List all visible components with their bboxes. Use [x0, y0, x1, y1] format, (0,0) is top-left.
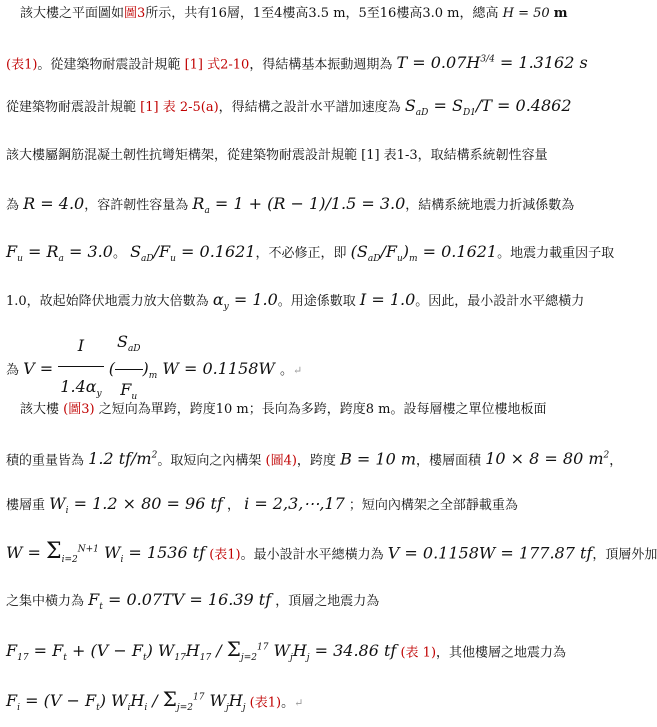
equation-period: $T = 0.07H^{3/4} = 1.3162$ s: [396, 53, 588, 73]
text-run: 。: [281, 695, 295, 711]
equation-allowable-ductility: $R_a = 1 + (R - 1)/1.5 = 3.0$: [192, 194, 406, 217]
figure-reference[interactable]: 圖3: [124, 6, 146, 21]
equation-top-force: $F_t = 0.07TV = 16.39$ tf: [88, 590, 272, 613]
code-reference[interactable]: [1] 表 2-5(a): [140, 100, 219, 115]
text-run: 1.0，故起始降伏地震力放大倍數為: [6, 294, 209, 309]
text-run: ，頂層之地震力為: [275, 594, 380, 609]
text-run: ，其他樓層之地震力為: [436, 645, 567, 661]
equation-total-height: H = 50 m: [502, 6, 568, 21]
text-run: ，頂層外加: [592, 547, 657, 563]
equation-unit-weight: 1.2 $tf/m^2$: [88, 449, 158, 469]
equation-floor-force: $F_i = (V - F_t)$ $W_iH_i / \Sigma_{j=2}^{17}$ $W_jH_j$: [6, 687, 246, 714]
text-run: ，容許韌性容量為: [84, 198, 189, 213]
equation-top-floor-force: $F_{17} = F_t + (V - F_t)$ $W_{17}H_{17} / \Sigma_{j=2}^{17}$ $W_jH_j = 34.86$ tf: [6, 637, 397, 664]
table-reference[interactable]: (表1): [249, 695, 282, 711]
table-reference[interactable]: (表1): [209, 547, 241, 563]
paragraph-line-5: [6, 194, 575, 221]
equation-floor-area: 10 × 8 = 80 $m^2$: [485, 449, 610, 469]
paragraph-line-8: 為 V = $\frac{I}{1.4\alpha_y}$ ( $\frac{S_{aD}}{F_u}$ )$_m$ W = 0.1158W 。↵: [6, 322, 562, 366]
table-reference[interactable]: (表 1): [400, 645, 437, 661]
equation-modified-ratio: $(S_{aD}/F_u)_m = 0.1621$: [350, 242, 498, 265]
paragraph-line-11: 樓層重 $W_i = 1.2 \times 80 = 96$ tf ， i = 2,3,⋯,17 ；短向內構架之全部靜載重為: [6, 494, 518, 517]
paragraph-line-10: 積的重量皆為 1.2 $tf/m^2$。取短向之內構架 (圖4)，跨度 B = 10 m，樓層面積 10 × 8 = 80 $m^2$，: [6, 449, 623, 469]
text-run: 。因此，最小設計水平總橫力: [415, 294, 585, 309]
text-run: ，不必修正，即: [255, 246, 347, 261]
equation-base-shear: V = $\frac{I}{1.4\alpha_y}$ ( $\frac{S_{aD}}{F_u}$ )$_m$ W = 0.1158W: [23, 359, 280, 378]
paragraph-line-1: [6, 4, 568, 24]
text-run: 為: [6, 198, 20, 213]
text-run: 之集中橫力為: [6, 594, 85, 609]
equation-floor-index: i = 2,3,⋯,17: [244, 494, 345, 513]
text-run: ；短向內構架之全部靜載重為: [348, 498, 518, 513]
equation-ductility: R = 4.0: [23, 194, 85, 213]
text-run: 樓層重: [6, 498, 46, 513]
equation-ratio: $S_{aD}/F_u = 0.1621$: [130, 242, 256, 265]
text-run: 該大樓屬鋼筋混凝土韌性抗彎矩構架，從建築物耐震設計規範 [1] 表1-3，取結構系統韌性容量: [6, 148, 548, 163]
paragraph-mark-icon: ↵: [292, 364, 303, 378]
text-run: 。用途係數取: [277, 294, 356, 309]
text-run: ，樓層面積: [416, 453, 482, 469]
text-run: 。取短向之內構架: [157, 453, 262, 469]
figure-reference[interactable]: (圖3): [63, 402, 95, 417]
paragraph-line-6: $F_u = R_a = 3.0$。 $S_{aD}/F_u = 0.1621$，不必修正，即 $(S_{aD}/F_u)_m = 0.1621$。地震力載重因子取: [6, 242, 615, 265]
text-run: ，得結構基本振動週期為: [249, 57, 393, 73]
paragraph-line-4: [6, 146, 562, 166]
equation-importance-factor: I = 1.0: [359, 290, 416, 309]
table-reference[interactable]: (表1): [6, 57, 38, 73]
text-run: 該大樓之平面圖如: [20, 6, 125, 21]
paragraph-mark-icon: ↵: [294, 696, 304, 710]
text-run: ，得結構之設計水平譜加速度為: [218, 100, 401, 115]
paragraph-line-14: [6, 630, 567, 670]
paragraph-line-7: [6, 290, 585, 317]
text-run: 之短向為單跨，跨度10 m；長向為多跨，跨度8 m。設每層樓之單位樓地板面: [98, 402, 547, 417]
text-run: 為: [6, 363, 20, 379]
text-run: 積的重量皆為: [6, 453, 85, 469]
code-reference[interactable]: [1] 式2-10: [184, 57, 250, 73]
equation-span: B = 10 m: [340, 449, 417, 469]
text-run: 所示，共有16層，1至4樓高3.5 m，5至16樓高3.0 m，總高: [145, 6, 499, 21]
paragraph-line-9: [6, 400, 562, 420]
text-run: 。最小設計水平總橫力為: [240, 547, 384, 563]
equation-floor-weight: $W_i = 1.2 \times 80 = 96$ tf: [49, 494, 223, 517]
equation-spectral-acceleration: $S_{aD} = S_{D1}/T = 0.4862$: [404, 96, 572, 119]
paragraph-line-12: [6, 532, 657, 572]
text-run: 。從建築物耐震設計規範: [37, 57, 181, 73]
paragraph-line-15: [6, 680, 562, 720]
equation-total-weight: $W = \Sigma_{i=2}^{N+1}$ $W_i = 1536$ tf: [6, 539, 206, 566]
text-run: 從建築物耐震設計規範: [6, 100, 137, 115]
text-run: 。地震力載重因子取: [497, 246, 615, 261]
figure-reference[interactable]: (圖4): [265, 453, 297, 469]
text-run: ，跨度: [296, 453, 336, 469]
equation-yield-factor: $\alpha_y = 1.0$: [212, 290, 278, 313]
equation-reduction-factor: $F_u = R_a = 3.0$: [6, 242, 113, 265]
paragraph-line-3: [6, 96, 572, 123]
text-run: ，結構系統地震力折減係數為: [405, 198, 575, 213]
equation-design-shear: V = 0.1158W = 177.87 tf: [387, 543, 593, 563]
text-run: 該大樓: [20, 402, 60, 417]
paragraph-line-2: [6, 50, 588, 75]
paragraph-line-13: [6, 590, 562, 617]
